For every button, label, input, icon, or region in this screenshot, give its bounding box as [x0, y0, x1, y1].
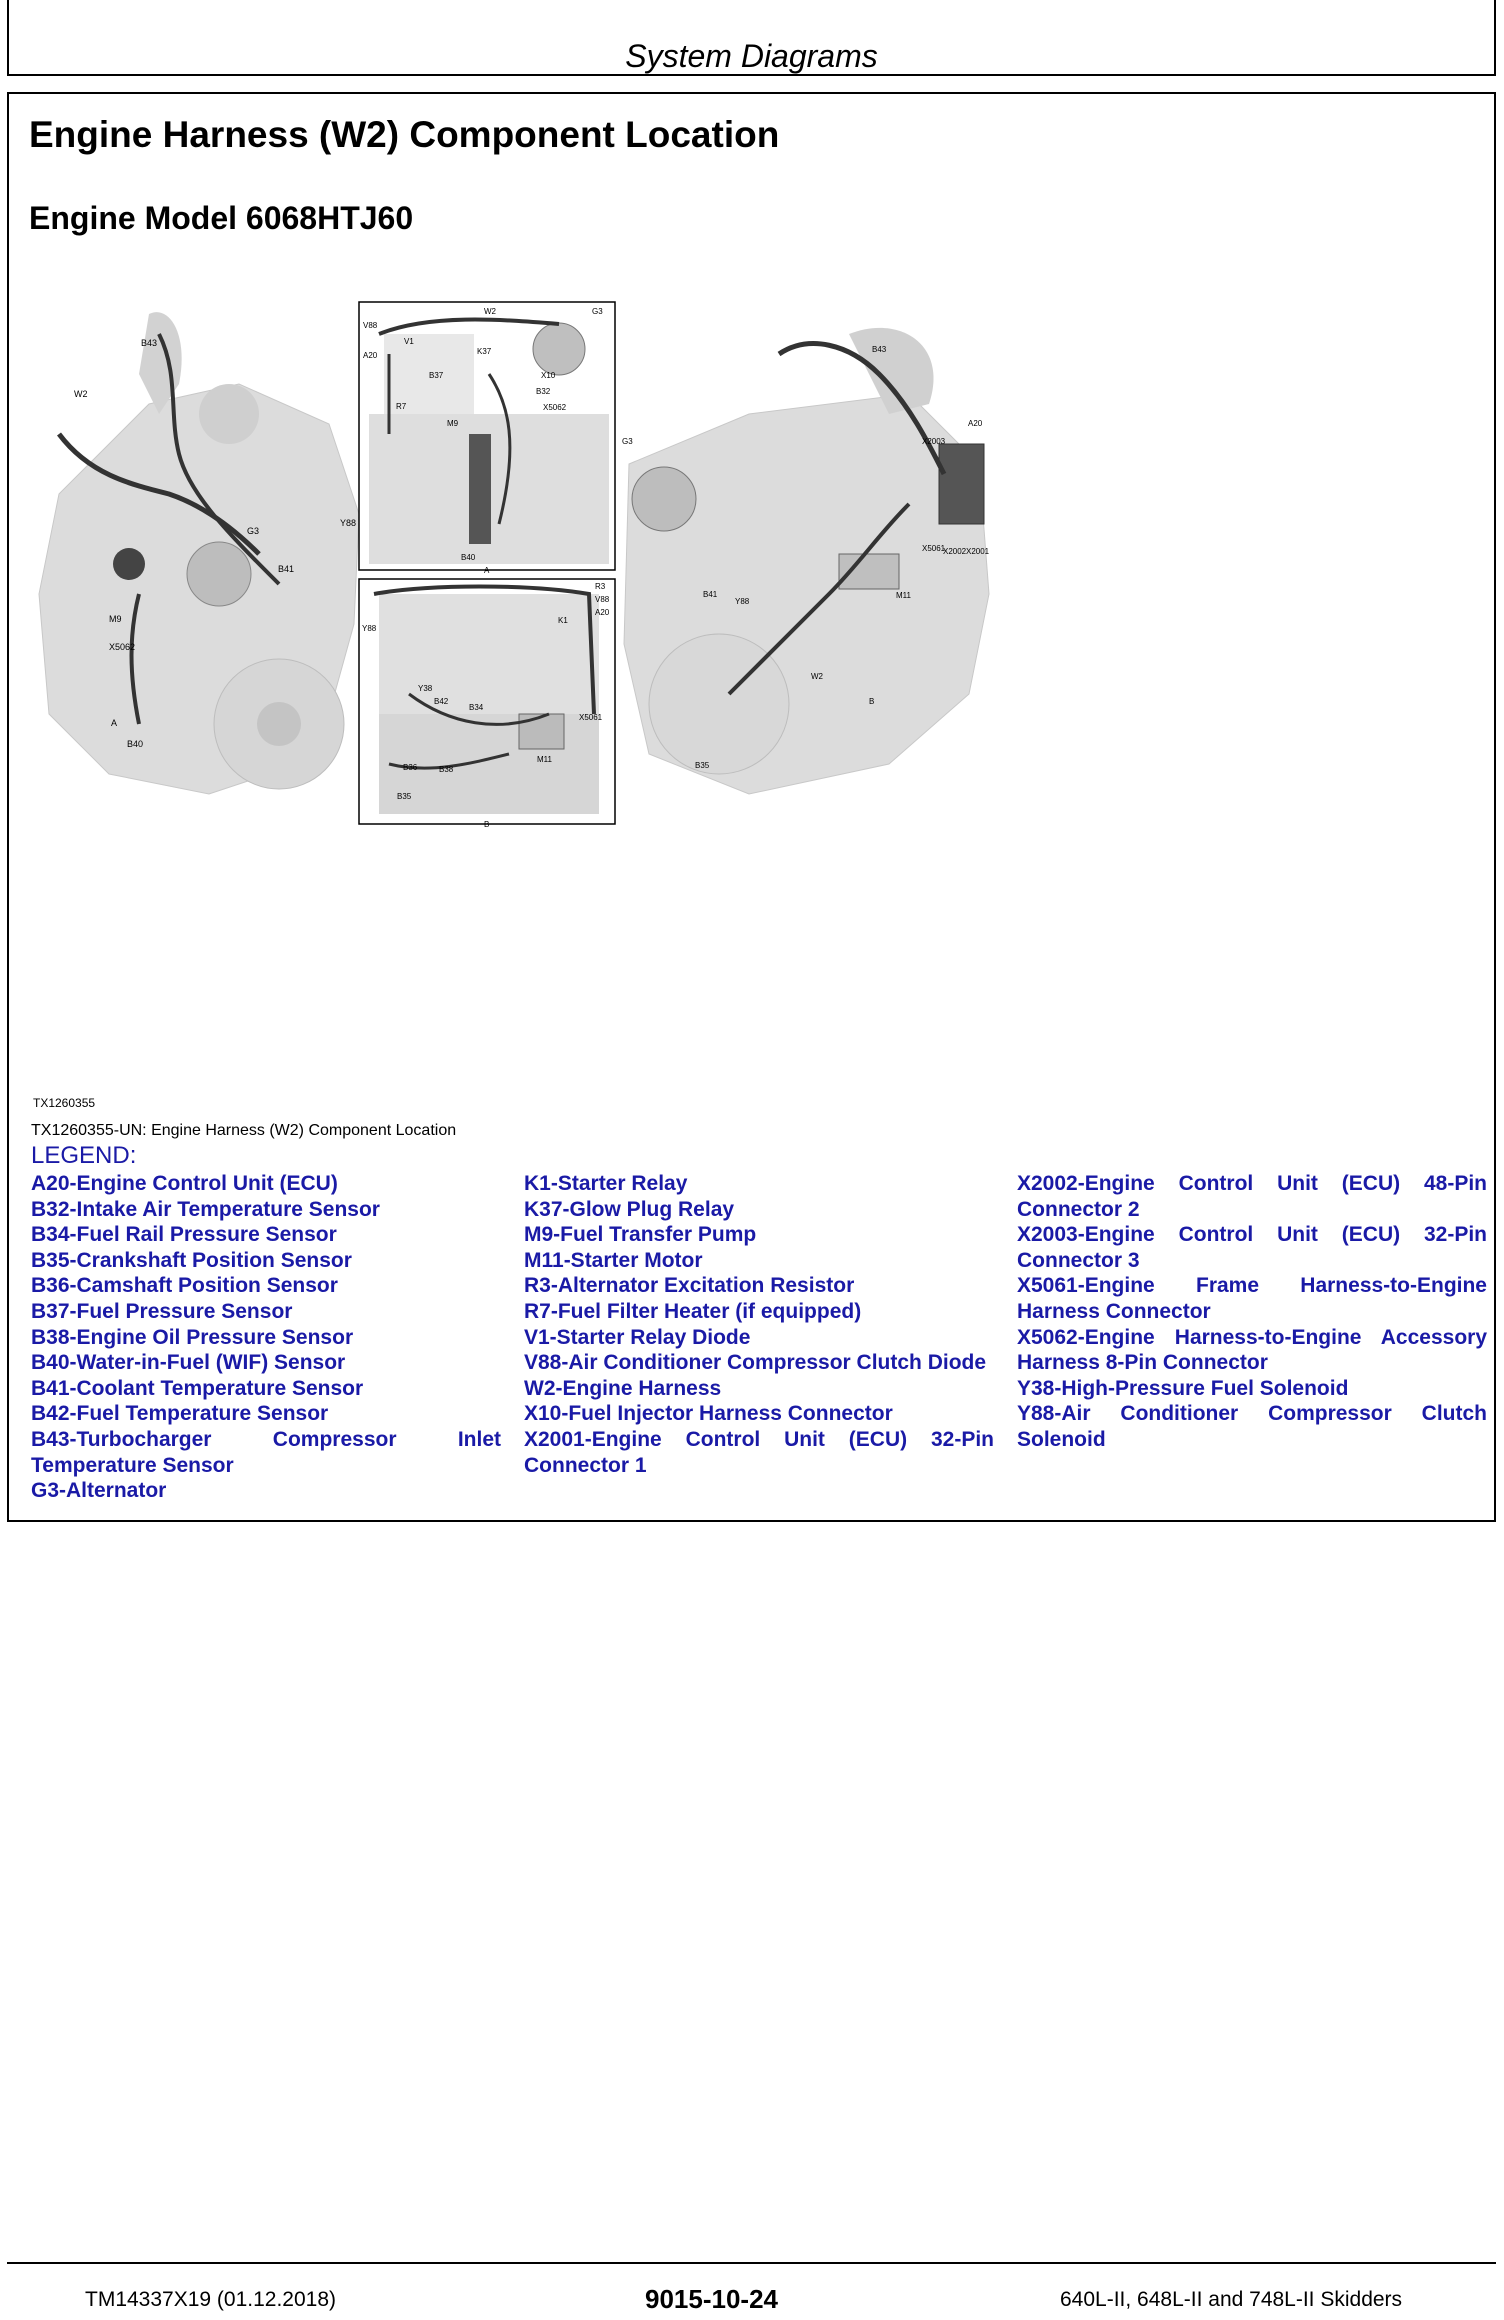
legend-item: V1-Starter Relay Diode	[524, 1325, 751, 1349]
section-title: Engine Harness (W2) Component Location	[29, 114, 780, 155]
figure-id: TX1260355	[33, 1096, 96, 1110]
callout-label: B32	[536, 387, 551, 396]
callout-label: X5062	[543, 403, 567, 412]
legend-item: B35-Crankshaft Position Sensor	[31, 1248, 352, 1272]
callout-label: X2003	[922, 437, 946, 446]
legend-item: V88-Air Conditioner Compressor Clutch Diode	[524, 1351, 987, 1375]
header-title: System Diagrams	[625, 38, 878, 74]
callout-label: A20	[363, 351, 378, 360]
callout-label: B41	[278, 564, 295, 574]
view-marker: B	[484, 820, 490, 829]
legend-item: R7-Fuel Filter Heater (if equipped)	[524, 1299, 862, 1323]
component-location-figure	[29, 294, 1499, 1194]
footer-divider	[7, 2262, 1496, 2264]
callout-label: Y38	[418, 684, 433, 693]
engine-model-subtitle: Engine Model 6068HTJ60	[29, 200, 414, 236]
legend-item: B37-Fuel Pressure Sensor	[31, 1299, 293, 1323]
callout-label: B35	[397, 792, 412, 801]
callout-label: B43	[141, 338, 158, 348]
callout-label: M9	[109, 614, 122, 624]
footer-machine-models: 640L-II, 648L-II and 748L-II Skidders	[1060, 2288, 1403, 2311]
callout-label: M9	[447, 419, 459, 428]
legend-item: B43-Turbocharger Compressor Inlet Temperature Sensor	[31, 1427, 501, 1477]
legend-item: B40-Water-in-Fuel (WIF) Sensor	[31, 1351, 346, 1375]
callout-label: M11	[896, 591, 911, 600]
legend-item: B42-Fuel Temperature Sensor	[31, 1402, 329, 1426]
legend-item: M9-Fuel Transfer Pump	[524, 1223, 757, 1247]
callout-label: X5061	[579, 713, 603, 722]
callout-label: G3	[247, 526, 260, 536]
callout-label: W2	[484, 307, 496, 316]
callout-label: B34	[469, 703, 484, 712]
legend-item: Y38-High-Pressure Fuel Solenoid	[1017, 1376, 1349, 1400]
legend-item: B38-Engine Oil Pressure Sensor	[31, 1325, 354, 1349]
legend-item: B34-Fuel Rail Pressure Sensor	[31, 1223, 337, 1247]
callout-label: B43	[872, 345, 887, 354]
callout-label: B35	[695, 761, 710, 770]
callout-label: Y88	[340, 518, 357, 528]
callout-label: X5062	[109, 642, 136, 652]
legend-item: X10-Fuel Injector Harness Connector	[524, 1402, 893, 1426]
engine-view-inset-b	[359, 579, 615, 829]
callout-label: A20	[968, 419, 983, 428]
callout-label: X10	[541, 371, 556, 380]
legend-item: W2-Engine Harness	[524, 1376, 722, 1400]
legend-item: B32-Intake Air Temperature Sensor	[31, 1197, 380, 1221]
callout-label: Y88	[362, 624, 377, 633]
callout-label: R3	[595, 582, 606, 591]
legend-column-3	[1017, 1171, 1487, 1453]
callout-label: G3	[592, 307, 603, 316]
legend-item: A20-Engine Control Unit (ECU)	[31, 1172, 338, 1195]
legend-item: K37-Glow Plug Relay	[524, 1197, 735, 1221]
page-header	[7, 0, 1496, 76]
legend-item: X2003-Engine Control Unit (ECU) 32-Pin Connector 3	[1017, 1223, 1487, 1272]
figure-caption: TX1260355-UN: Engine Harness (W2) Component Location	[31, 1122, 457, 1139]
callout-label: V1	[404, 337, 414, 346]
callout-label: K37	[477, 347, 492, 356]
engine-view-inset-a	[359, 302, 615, 575]
view-marker: A	[111, 718, 118, 728]
legend-item: X5062-Engine Harness-to-Engine Accessory Harness 8-Pin Connector	[1017, 1325, 1487, 1375]
footer-page-number: 9015-10-24	[645, 2284, 778, 2314]
engine-view-left	[39, 312, 359, 794]
callout-label: B37	[429, 371, 444, 380]
callout-label: X5061	[922, 544, 946, 553]
content-frame	[7, 92, 1496, 1522]
legend-item: B41-Coolant Temperature Sensor	[31, 1376, 364, 1400]
callout-label: B40	[127, 739, 144, 749]
callout-label: X2002	[943, 547, 967, 556]
callout-label: K1	[558, 616, 568, 625]
legend-item: Y88-Air Conditioner Compressor Clutch Solenoid	[1017, 1402, 1487, 1451]
callout-label: B42	[434, 697, 449, 706]
engine-view-right	[622, 328, 990, 794]
legend-heading: LEGEND:	[31, 1142, 137, 1169]
callout-label: B36	[403, 763, 418, 772]
legend-item: G3-Alternator	[31, 1479, 167, 1503]
callout-label: V88	[363, 321, 378, 330]
callout-label: B40	[461, 553, 476, 562]
legend-item: X5061-Engine Frame Harness-to-Engine Harness Connector	[1017, 1274, 1487, 1323]
callout-label: A20	[595, 608, 610, 617]
callout-label: R7	[396, 402, 407, 411]
view-marker: B	[869, 697, 875, 706]
legend-item: K1-Starter Relay	[524, 1172, 688, 1195]
legend-item: X2001-Engine Control Unit (ECU) 32-Pin Connector 1	[524, 1427, 994, 1477]
callout-label: V88	[595, 595, 610, 604]
callout-label: W2	[811, 672, 823, 681]
callout-label: X2001	[966, 547, 990, 556]
view-marker: A	[484, 566, 490, 575]
footer-doc-id: TM14337X19 (01.12.2018)	[85, 2288, 337, 2311]
legend-item: M11-Starter Motor	[524, 1248, 703, 1272]
legend-column-2	[524, 1171, 994, 1478]
legend-item: R3-Alternator Excitation Resistor	[524, 1274, 855, 1298]
callout-label: Y88	[735, 597, 750, 606]
callout-label: W2	[74, 389, 88, 399]
callout-label: G3	[622, 437, 633, 446]
legend-item: B36-Camshaft Position Sensor	[31, 1274, 338, 1298]
callout-label: M11	[537, 755, 552, 764]
legend-column-1	[31, 1171, 501, 1504]
callout-label: B38	[439, 765, 454, 774]
legend-item: X2002-Engine Control Unit (ECU) 48-Pin Connector 2	[1017, 1172, 1487, 1221]
callout-label: B41	[703, 590, 718, 599]
